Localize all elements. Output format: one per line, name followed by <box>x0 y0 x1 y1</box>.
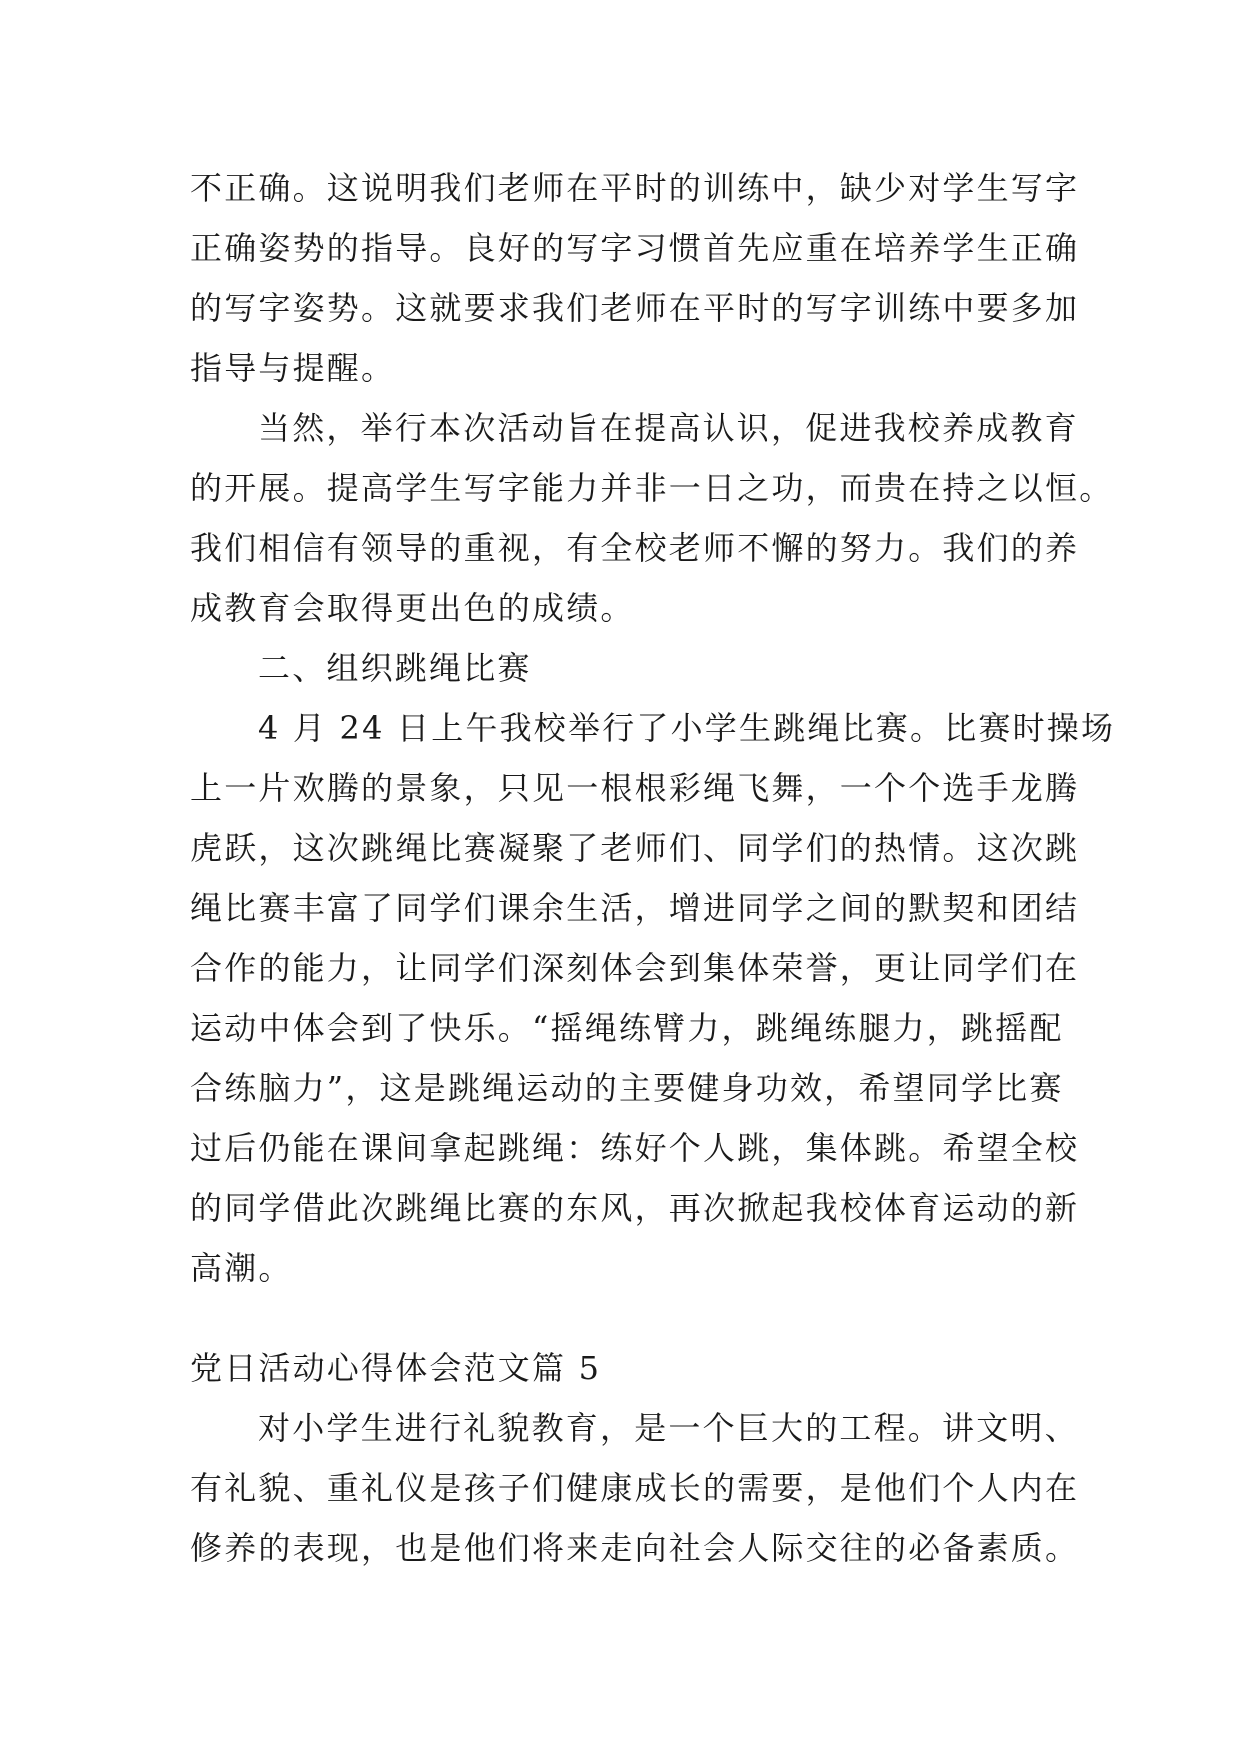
paragraph-3-line-10: 高潮。 <box>190 1249 293 1287</box>
paragraph-2-line-2: 的开展。提高学生写字能力并非一日之功，而贵在持之以恒。 <box>190 469 1114 507</box>
paragraph-1-line-4: 指导与提醒。 <box>190 349 396 387</box>
paragraph-1-line-2: 正确姿势的指导。良好的写字习惯首先应重在培养学生正确 <box>190 229 1080 267</box>
paragraph-4-line-1: 对小学生进行礼貌教育，是一个巨大的工程。讲文明、 <box>258 1409 1079 1447</box>
paragraph-3-line-4: 绳比赛丰富了同学们课余生活，增进同学之间的默契和团结 <box>190 889 1080 927</box>
paragraph-2-line-4: 成教育会取得更出色的成绩。 <box>190 589 635 627</box>
section-heading: 二、组织跳绳比赛 <box>258 649 532 687</box>
paragraph-4-line-3: 修养的表现，也是他们将来走向社会人际交往的必备素质。 <box>190 1529 1080 1567</box>
paragraph-3-line-2: 上一片欢腾的景象，只见一根根彩绳飞舞，一个个选手龙腾 <box>190 769 1080 807</box>
paragraph-1-line-3: 的写字姿势。这就要求我们老师在平时的写字训练中要多加 <box>190 289 1080 327</box>
paragraph-4-line-2: 有礼貌、重礼仪是孩子们健康成长的需要，是他们个人内在 <box>190 1469 1080 1507</box>
paragraph-3-line-1: 4 月 24 日上午我校举行了小学生跳绳比赛。比赛时操场 <box>258 709 1116 747</box>
paragraph-1-line-1: 不正确。这说明我们老师在平时的训练中，缺少对学生写字 <box>190 169 1080 207</box>
paragraph-2-line-3: 我们相信有领导的重视，有全校老师不懈的努力。我们的养 <box>190 529 1080 567</box>
article-title: 党日活动心得体会范文篇 5 <box>190 1349 602 1387</box>
paragraph-3-line-8: 过后仍能在课间拿起跳绳：练好个人跳，集体跳。希望全校 <box>190 1129 1080 1167</box>
paragraph-3-line-5: 合作的能力，让同学们深刻体会到集体荣誉，更让同学们在 <box>190 949 1080 987</box>
paragraph-3-line-9: 的同学借此次跳绳比赛的东风，再次掀起我校体育运动的新 <box>190 1189 1080 1227</box>
paragraph-3-line-3: 虎跃，这次跳绳比赛凝聚了老师们、同学们的热情。这次跳 <box>190 829 1080 867</box>
paragraph-2-line-1: 当然，举行本次活动旨在提高认识，促进我校养成教育 <box>258 409 1079 447</box>
paragraph-3-line-7: 合练脑力”，这是跳绳运动的主要健身功效，希望同学比赛 <box>190 1069 1064 1107</box>
paragraph-3-line-6: 运动中体会到了快乐。“摇绳练臂力，跳绳练腿力，跳摇配 <box>190 1009 1064 1047</box>
